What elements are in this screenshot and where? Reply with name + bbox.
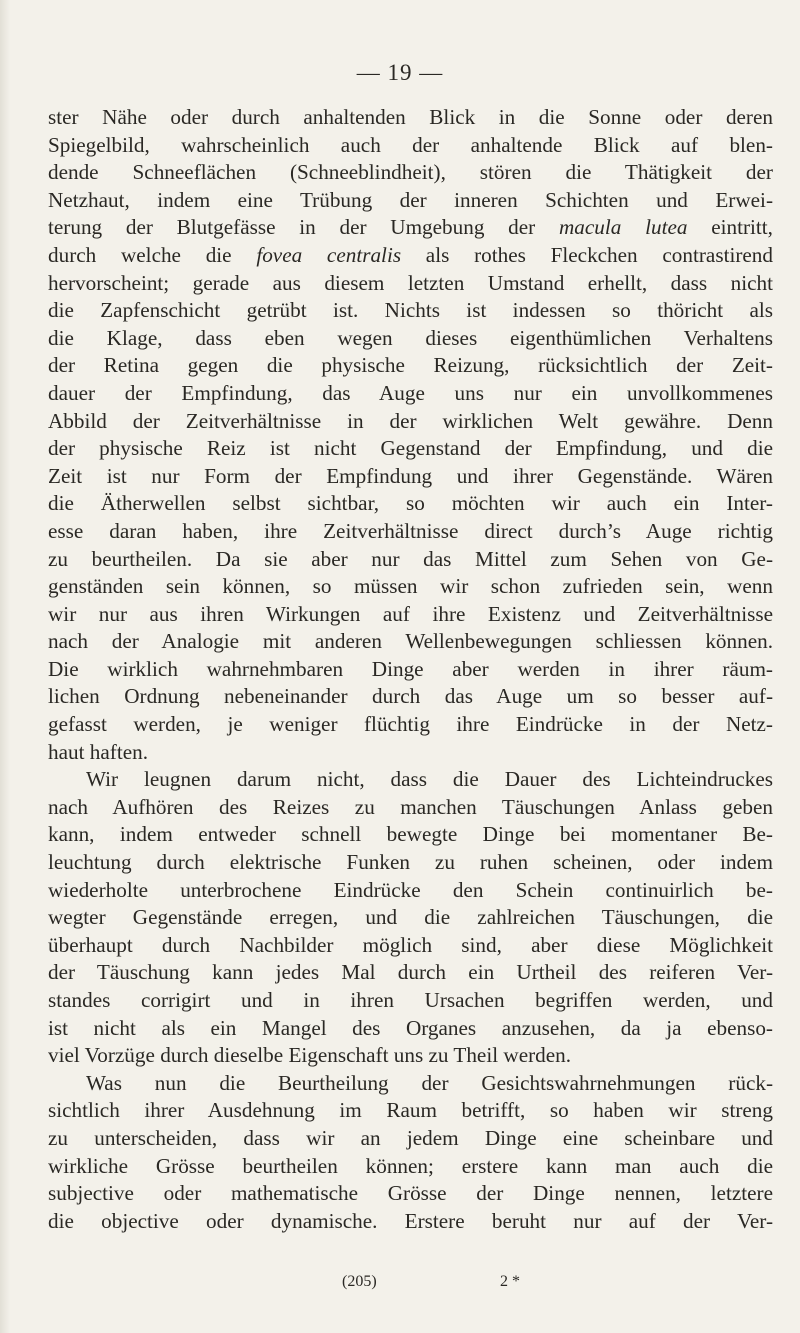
italic-term: fovea centralis [256, 242, 402, 267]
text-line: viel Vorzüge durch dieselbe Eigenschaft uns zu Theil werden. [48, 1043, 572, 1068]
text-line: die Zapfenschicht getrübt ist. Nichts ist indessen so thöricht als [48, 298, 773, 323]
signature-mark: (205) [342, 1273, 377, 1290]
text-line: sichtlich ihrer Ausdehnung im Raum betrifft, so haben wir streng [48, 1098, 773, 1123]
page-number: — 19 — [356, 60, 444, 85]
text-line: zu beurtheilen. Da sie aber nur das Mittel zum Sehen von Ge- [48, 546, 773, 571]
text-line: dauer der Empfindung, das Auge uns nur ein unvollkommenes [48, 380, 773, 405]
text-line: wir nur aus ihren Wirkungen auf ihre Existenz und Zeitverhältnisse [48, 601, 773, 626]
text-line: Was nun die Beurtheilung der Gesichtswahrnehmungen rück- [86, 1070, 773, 1095]
text-line: genständen sein können, so müssen wir schon zufrieden sein, wenn [48, 574, 773, 599]
text-line: wiederholte unterbrochene Eindrücke den Schein continuirlich be- [48, 877, 773, 902]
text-line: überhaupt durch Nachbilder möglich sind, aber diese Möglichkeit [48, 932, 773, 957]
text-line: dende Schneeflächen (Schneeblindheit), stören die Thätigkeit der [48, 160, 773, 185]
text-line: der Retina gegen die physische Reizung, rücksichtlich der Zeit- [48, 353, 773, 378]
text-line: ist nicht als ein Mangel des Organes anzusehen, da ja ebenso- [48, 1015, 773, 1040]
text-line: ster Nähe oder durch anhaltenden Blick in die Sonne oder deren [48, 105, 773, 129]
text-line: der physische Reiz ist nicht Gegenstand der Empfindung, und die [48, 436, 773, 461]
page-edge-shadow [0, 0, 10, 1333]
text-line: Die wirklich wahrnehmbaren Dinge aber werden in ihrer räum- [48, 656, 773, 681]
italic-term: macula lutea [558, 215, 688, 240]
text-line: wegter Gegenstände erregen, und die zahlreichen Täuschungen, die [48, 905, 773, 930]
text-line: standes corrigirt und in ihren Ursachen begriffen werden, und [48, 988, 773, 1012]
text-line: Wir leugnen darum nicht, dass die Dauer des Lichteindruckes [86, 767, 773, 792]
text-line: wirkliche Grösse beurtheilen können; erstere kann man auch die [48, 1153, 773, 1178]
text-line: terung der Blutgefässe in der Umgebung der macula lutea eintritt, [48, 215, 773, 240]
text-line: kann, indem entweder schnell bewegte Dinge bei momentaner Be- [48, 822, 773, 847]
text-line: lichen Ordnung nebeneinander durch das Auge um so besser auf- [48, 684, 773, 709]
text-line: die Ätherwellen selbst sichtbar, so möchten wir auch ein Inter- [48, 491, 773, 516]
text-line: zu unterscheiden, dass wir an jedem Dinge eine scheinbare und [48, 1125, 773, 1150]
text-line: haut haften. [48, 739, 149, 764]
text-line: Netzhaut, indem eine Trübung der inneren Schichten und Erwei- [48, 187, 773, 212]
text-line: gefasst werden, je weniger flüchtig ihre Eindrücke in der Netz- [48, 712, 773, 737]
text-line: die Klage, dass eben wegen dieses eigenthümlichen Verhaltens [48, 325, 773, 350]
text-line: leuchtung durch elektrische Funken zu ruhen scheinen, oder indem [48, 850, 773, 875]
text-line: die objective oder dynamische. Erstere beruht nur auf der Ver- [48, 1208, 773, 1233]
text-line: subjective oder mathematische Grösse der Dinge nennen, letztere [48, 1181, 773, 1206]
text-line: esse daran haben, ihre Zeitverhältnisse direct durch’s Auge richtig [48, 518, 773, 543]
text-line: nach der Analogie mit anderen Wellenbewegungen schliessen können. [48, 629, 773, 654]
text-line: Abbild der Zeitverhältnisse in der wirklichen Welt gewähre. Denn [48, 408, 773, 433]
text-line: hervorscheint; gerade aus diesem letzten Umstand erhellt, dass nicht [48, 270, 773, 295]
text-line: Zeit ist nur Form der Empfindung und ihrer Gegenstände. Wären [48, 463, 773, 488]
text-line: der Täuschung kann jedes Mal durch ein Urtheil des reiferen Ver- [48, 960, 773, 985]
sheet-mark: 2 * [500, 1273, 520, 1290]
body-text [48, 104, 773, 1235]
text-line: nach Aufhören des Reizes zu manchen Täuschungen Anlass geben [48, 794, 773, 819]
text-line: Spiegelbild, wahrscheinlich auch der anhaltende Blick auf blen- [48, 132, 773, 157]
text-line: durch welche die fovea centralis als rothes Fleckchen contrastirend [48, 242, 773, 267]
